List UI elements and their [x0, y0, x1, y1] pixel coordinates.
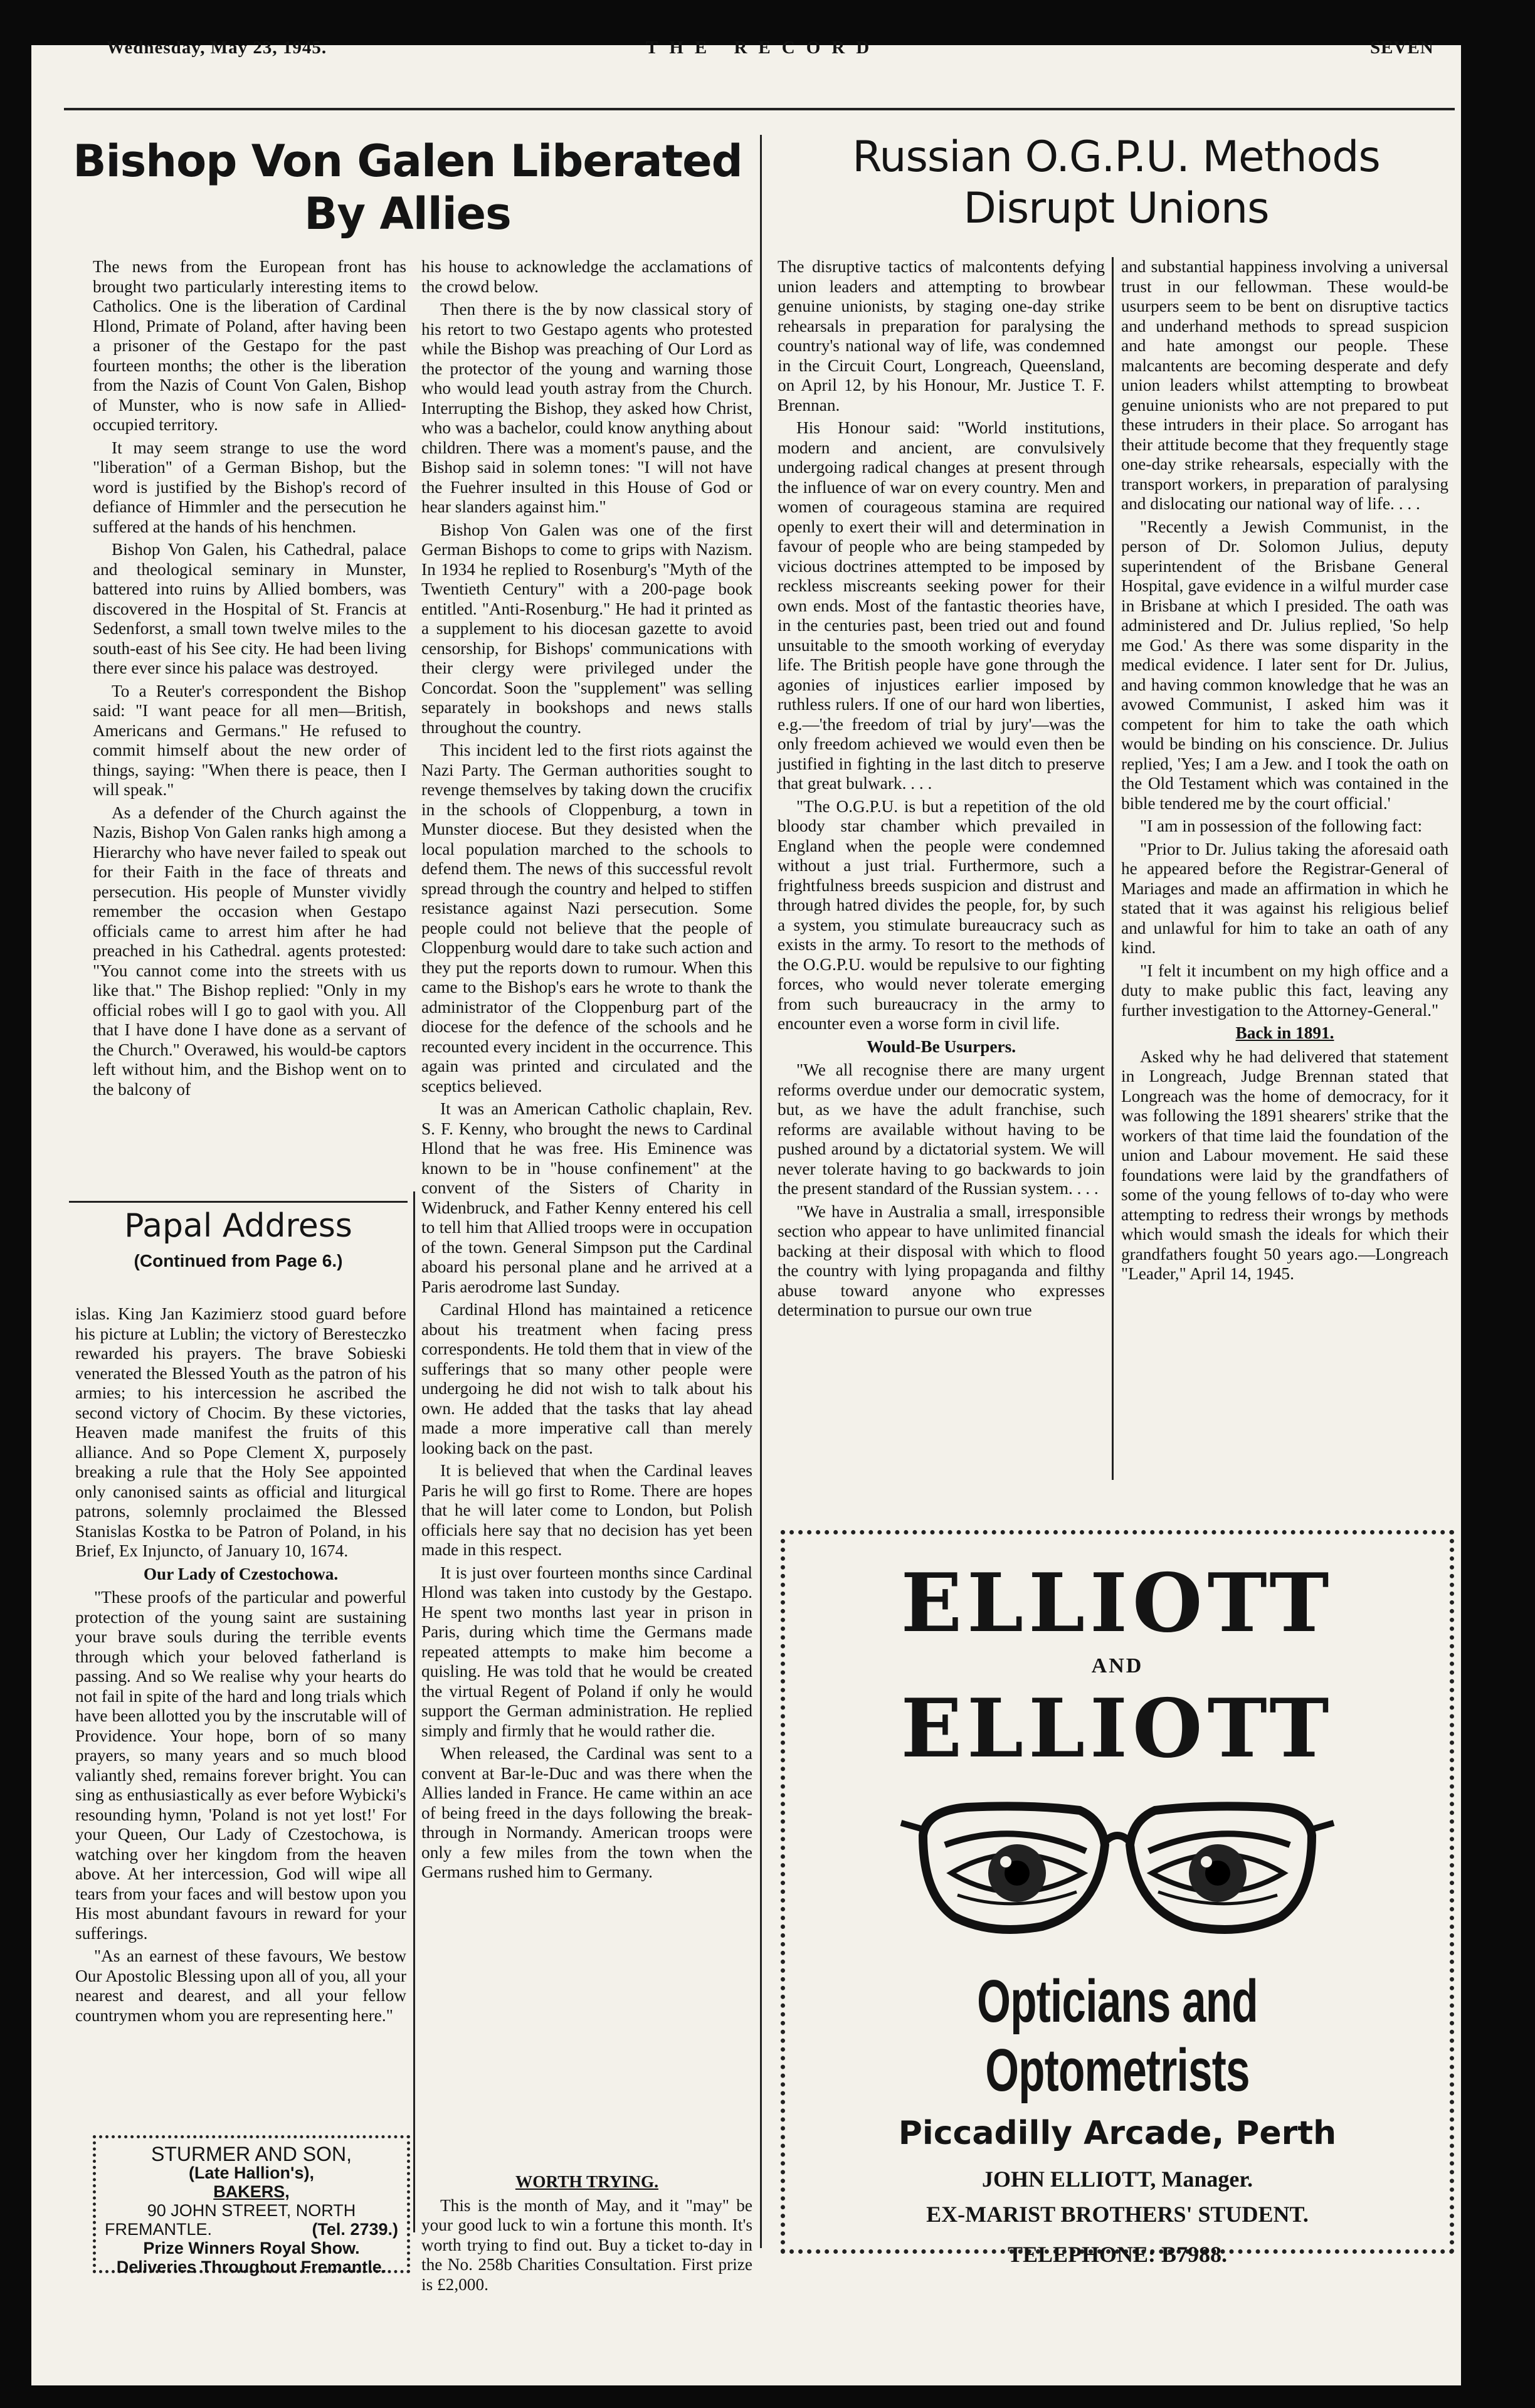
paragraph: Asked why he had delivered that statement in Longreach, Judge Brennan stated that Longreach was the home of democracy, for it was following the 1891 shearers' strike that the workers of that time laid the foundation of the union and Labour movement. He said these foundations were laid by the grandfathers of some of the young fellows of to-day who were attempting to redress their wrongs by methods which would smash the ideals for which their grandfathers fought 50 years ago.—Longreach "Leader," April 14, 1945.: [1121, 1047, 1448, 1283]
paragraph: This is the month of May, and it "may" be your good luck to win a fortune this month. It's worth trying to find out. Buy a ticket to-day in the No. 258b Charities Consultation. First prize is £2,000.: [421, 2195, 752, 2294]
russia-article-col1: [778, 257, 1105, 1480]
paragraph: To a Reuter's correspondent the Bishop said: "I want peace for all men—British, Americans and Germans." He refused to commit himself about the new order of things, saying: "When there is peace, then I will speak.": [93, 681, 406, 799]
papal-subhead: Our Lady of Czestochowa.: [143, 1564, 339, 1583]
ad-tagline: Opticians and Optometrists: [977, 1968, 1258, 2104]
paragraph: When released, the Cardinal was sent to a convent at Bar-le-Duc and was there when the Allies landed in France. He came within an ace of being freed in the days following the break-through in Normandy. American troops were only a few miles from the town when the Germans rushed him to Germany.: [421, 1744, 752, 1881]
paragraph: islas. King Jan Kazimierz stood guard before his picture at Lublin; the victory of Beresteczko rewarded his prayers. The brave Sobieski venerated the Blessed Youth as the patron of his armies; to his intercession he ascribed the second victory of Chocim. By these victories, Heaven made manifest the fruits of this alliance. And so Pope Clement X, purposely breaking a rule that the Holy See appointed only canonised saints as official and liturgical patrons, solemnly proclaimed the Blessed Stanislas Kostka to be Patron of Poland, in his Brief, Ex Injuncto, of January 10, 1674.: [75, 1304, 406, 1560]
paragraph: It was an American Catholic chaplain, Rev. S. F. Kenny, who brought the news to Cardinal Hlond that he was free. His Eminence was known to be in "house confinement" at the convent of the Sisters of Charity in Widenbruck, and Father Kenny entered his cell to tell him that Allied troops were in occupation of the town. General Simpson put the Cardinal aboard his personal plane and he arrived at a Paris aerodrome last Sunday.: [421, 1099, 752, 1296]
ad-telephone: TELEPHONE: B7988.: [1007, 2242, 1228, 2267]
paragraph: As a defender of the Church against the Nazis, Bishop Von Galen ranks high among a Hierarchy who have never failed to speak out for their Faith in the face of threats and persecution. His people of Munster vividly remember the occasion when Gestapo officials came to arrest him after he had preached in his Cathedral. agents protested: "You cannot come into the streets with us like that." The Bishop replied: "Only in my official robes will I go to gaol with you. All that I have done I have done as a servant of the Church." Overawed, his would-be captors left without him, and the Bishop went on to the balcony of: [93, 803, 406, 1099]
paragraph: Then there is the by now classical story of his retort to two Gestapo agents who protested while the Bishop was preaching of Our Lord as the protector of the young and warning those who would lead youth astray from the Church. Interrupting the Bishop, they asked how Christ, who was a bachelor, could know anything about children. There was a moment's pause, and the Bishop said in solemn tones: "I will not have the Fuehrer insulted in this House of God or hear slanders against him.": [421, 300, 752, 516]
paragraph: It is believed that when the Cardinal leaves Paris he will go first to Rome. There are hopes that he will later come to London, but Polish officials here say that no decision has yet been made in this respect.: [421, 1461, 752, 1559]
sturmer-delivery: Deliveries Throughout Fremantle.: [116, 2258, 387, 2276]
page-number: SEVEN: [1370, 38, 1434, 58]
sturmer-town-row: [96, 2220, 407, 2239]
russia-article-col2: [1121, 257, 1448, 1480]
paragraph: "As an earnest of these favours, We bestow Our Apostolic Blessing upon all of you, all your nearest and dearest, and all your fellow countrymen whom you are representing here.": [75, 1946, 406, 2025]
paragraph: Bishop Von Galen, his Cathedral, palace and theological seminary in Munster, battered into ruins by Allied bombers, was discovered in the Hospital of St. Francis at Sedenforst, a small town twelve miles to the south-east of his See city. He had been living there ever since his palace was destroyed.: [93, 540, 406, 677]
ad-address: Piccadilly Arcade, Perth: [898, 2115, 1337, 2152]
worth-trying-heading: WORTH TRYING.: [515, 2172, 659, 2191]
sturmer-late: (Late Hallion's),: [189, 2163, 314, 2182]
paragraph: The disruptive tactics of malcontents defying union leaders and attempting to browbear genuine unionists, by staging one-day strike rehearsals in preparation for paralysing the country's national way of life, was condemned in the Circuit Court, Longreach, Queensland, on April 12, by his Honour, Mr. Justice T. F. Brennan.: [778, 257, 1105, 415]
sturmer-tel: (Tel. 2739.): [312, 2220, 398, 2239]
paragraph: "The O.G.P.U. is but a repetition of the old bloody star chamber which prevailed in England when the people were condemned without a just trial. Furthermore, such a frightfulness breeds suspicion and distrust and through hatred divides the people, for, by such a system, you stimulate bureaucracy such as exists in the army. To resort to the methods of the O.G.P.U. would be repulsive to our fighting forces, who would never tolerate emerging from such bureaucracy in the army to encounter even a worse form in civil life.: [778, 796, 1105, 1033]
header-rule: [64, 108, 1455, 110]
papal-top-rule: [69, 1201, 408, 1203]
russia-title-line1: Russian O.G.P.U. Methods: [852, 132, 1380, 182]
center-rule: [760, 135, 762, 2248]
ad-student: EX-MARIST BROTHERS' STUDENT.: [926, 2202, 1309, 2227]
bishop-headline: [69, 135, 746, 240]
paragraph: Bishop Von Galen was one of the first German Bishops to come to grips with Nazism. In 1934 he replied to Rosenburg's "Myth of the Twentieth Century" with a 200-page book entitled. "Anti-Rosenburg." He had it printed as a supplement to his diocesan gazette to avoid censorship, for Bishops' communications with their clergy were privileged under the Concordat. Soon the "supplement" was selling separately in bookshops and news stalls throughout the country.: [421, 520, 752, 737]
paragraph: "These proofs of the particular and powerful protection of the young saint are sustaining your brave souls during the terrible events through which your beloved fatherland is passing. And so We realise why your hearts do not fail in spite of the hard and long trials which have been allotted you by the inscrutable will of Providence. Your hope, born of so many prayers, so many years and so much blood valiantly shed, remains forever bright. You can sing as enthusiastically as ever before Wybicki's resounding hymn, 'Poland is not yet lost!' For your Queen, Our Lady of Czestochowa, is watching over her kingdom from the heaven above. At her intercession, God will wipe all tears from your faces and will bestow upon you His most abundant favours in reward for your sufferings.: [75, 1588, 406, 1943]
sturmer-town: FREMANTLE.: [105, 2220, 213, 2239]
bishop-title-line1: Bishop Von Galen Liberated: [73, 135, 742, 187]
paragraph: It may seem strange to use the word "liberation" of a German Bishop, but the word is justified by the Bishop's record of defiance of Himmler and the persecution he suffered at the hands of his henchmen.: [93, 438, 406, 536]
papal-article: [75, 1304, 406, 2129]
bishop-article-col1: [93, 257, 406, 1198]
paragraph: "I am in possession of the following fact:: [1140, 816, 1423, 835]
sturmer-name: STURMER AND SON,: [150, 2143, 352, 2165]
worth-trying-notice: [421, 2170, 752, 2294]
paragraph: Cardinal Hlond has maintained a reticence about his treatment when facing press correspondents. He told them that in view of the sufferings that so many other people were undergoing he did not wish to talk about his own. He added that the tasks that lay ahead made a more imperative call than merely looking back on the past.: [421, 1300, 752, 1457]
ad-name-2: ELLIOTT: [900, 1682, 1334, 1776]
russia-title-line2: Disrupt Unions: [963, 184, 1269, 233]
paragraph: "We all recognise there are many urgent reforms overdue under our democratic system, but, as we have the adult franchise, such reforms are available without having to be pushed around by a dictatorial system. We will never tolerate having to go backwards to join the present standard of the Russian system. . . .: [778, 1060, 1105, 1198]
paragraph: The news from the European front has brought two particularly interesting items to Catholics. One is the liberation of Cardinal Hlond, Primate of Poland, after having been a prisoner of the Gestapo for the past fourteen months; the other is the liberation from the Nazis of Count Von Galen, Bishop of Munster, who is now safe in Allied-occupied territory.: [93, 257, 406, 434]
papal-subtitle: (Continued from Page 6.): [134, 1251, 343, 1270]
paragraph: His Honour said: "World institutions, modern and ancient, are convulsively undergoing radical changes at present through the influence of war on every country. Men and women of courageous stamina are required openly to exert their will and determination in favour of people who are being stampeded by vicious doctrines attempted to be imposed by reckless miscreants seeking power for their own ends. Most of the fantastic theories have, in the centuries past, been tried out and found unsuitable to the smooth working of everyday life. The British people have gone through the agonies of injustices earlier imposed by ruthless rulers. If one of our hard won liberties, e.g.—'the freedom of trial by jury'—was the only freedom achieved we would even then be justified in fighting in the last ditch to preserve that great bulwark. . . .: [778, 418, 1105, 793]
paragraph: his house to acknowledge the acclamations of the crowd below.: [421, 257, 752, 296]
paragraph: This incident led to the first riots against the Nazi Party. The German authorities sought to revenge themselves by taking down the crucifix in the schools of Cloppenburg, a town in Munster diocese. But they desisted when the local population marched to the schools to defend them. The news of this successful revolt spread through the country and helped to stiffen resistance against Nazi persecution. Some people could not believe that the people of Cloppenburg would dare to take such action and they put the reports down to rumour. When this came to the Bishop's ears he wrote to thank the administrator of the Cloppenburg part of the diocese for the defence of the schools and he recounted every incident in the occurrence. This again was printed and circulated and the sceptics believed.: [421, 741, 752, 1096]
russia-subhead-usurpers: Would-Be Usurpers.: [866, 1037, 1016, 1056]
bishop-article-col2: [421, 257, 752, 2145]
paragraph: "I felt it incumbent on my high office and a duty to make public this fact, leaving any further investigation to the Attorney-General.": [1121, 961, 1448, 1020]
russia-headline: [768, 132, 1464, 235]
sturmer-street: 90 JOHN STREET, NORTH: [147, 2201, 356, 2220]
ad-and: AND: [1091, 1654, 1144, 1677]
elliott-advert: [781, 1530, 1454, 2267]
ad-name-1: ELLIOTT: [900, 1556, 1334, 1650]
paragraph: and substantial happiness involving a universal trust in our fellowman. These would-be usurpers seem to be bent on disruptive tactics and underhand methods to spread suspicion and hate amongst our people. These malcantents are becoming desperate and defy union leaders whilst attempting to browbeat genuine unionists who are not prepared to put these intruders in their place. So arrogant has their attitude become that they frequently stage one-day strike rehearsals, especially with the transport workers, in preparation of paralysing and dislocating our national way of life. . . .: [1121, 257, 1448, 513]
ad-manager: JOHN ELLIOTT, Manager.: [981, 2167, 1253, 2192]
column-rule-1: [413, 1191, 415, 2232]
issue-date: Wednesday, May 23, 1945.: [107, 38, 327, 58]
column-rule-3: [1112, 257, 1114, 1480]
russia-subhead-1891: Back in 1891.: [1235, 1023, 1334, 1042]
bishop-title-line2: By Allies: [304, 188, 511, 240]
paragraph: "Recently a Jewish Communist, in the person of Dr. Solomon Julius, deputy superintendent of the Brisbane General Hospital, gave evidence in a wilful murder case in Brisbane at which I presided. The oath was administered and Dr. Julius replied, 'So help me God.' As there was some disparity in the medical evidence. I later sent for Dr. Julius, and having common knowledge that he was an avowed Communist, I asked him was it competent for him to take the oath which would be binding on his conscience. Dr. Julius replied, 'Yes; I am a Jew. and I took the oath on the Old Testament which was contained in the bible tendered me by the court official.': [1121, 517, 1448, 813]
sturmer-prize: Prize Winners Royal Show.: [143, 2239, 360, 2258]
papal-title: Papal Address: [124, 1207, 352, 1245]
paragraph: "Prior to Dr. Julius taking the aforesaid oath he appeared before the Registrar-General of Mariages and made an affirmation in which he stated that it was against his religious belief and unlawful for him to take an oath of any kind.: [1121, 839, 1448, 957]
paragraph: "We have in Australia a small, irresponsible section who appear to have unlimited financial backing at their disposal with which to flood the country with lying propaganda and filthy abuse toward anyone who expresses determination to pursue our own true: [778, 1201, 1105, 1319]
spectacles-eyes-icon: [898, 1785, 1337, 1955]
sturmer-bakers: BAKERS,: [213, 2182, 290, 2201]
paragraph: It is just over fourteen months since Cardinal Hlond was taken into custody by the Gestapo. He spent two months last year in prison in Paris, during which time the Germans made repeated attempts to make him become a quisling. He was told that he would be created the virtual Regent of Poland if only he would support the German administration. He replied simply and firmly that he would rather die.: [421, 1563, 752, 1740]
sturmer-advert: [93, 2135, 410, 2276]
paper-name: THE RECORD: [646, 38, 881, 58]
